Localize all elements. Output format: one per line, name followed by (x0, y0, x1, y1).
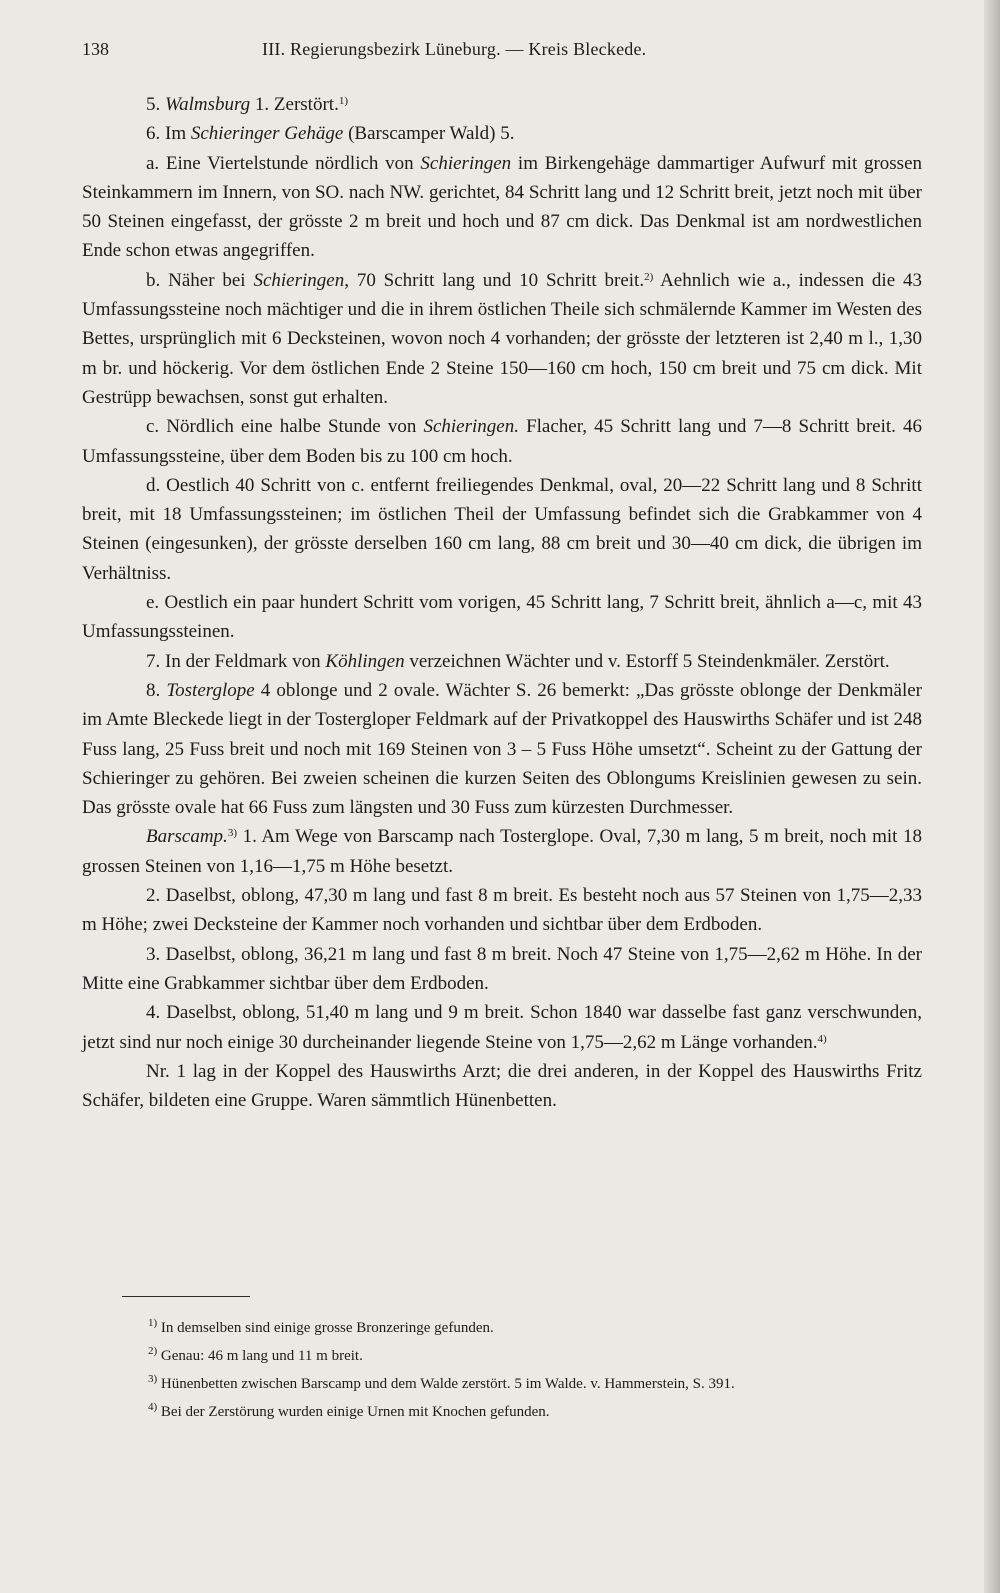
paragraph-a (82, 149, 922, 266)
place-name: Schieringen, (253, 269, 349, 291)
paragraph-barscamp-2: 2. Daselbst, oblong, 47,30 m lang und fast 8 m breit. Es besteht noch aus 57 Steinen von 1,75—2,33 m Höhe; zwei Decksteine der Kammer noch vorhanden und sichtbar über dem Erdboden. (82, 885, 922, 936)
place-name: Köhlingen (325, 650, 405, 672)
paragraph-summary: Nr. 1 lag in der Koppel des Hauswirths Arzt; die drei anderen, in der Koppel des Hauswirths Fritz Schäfer, bildeten eine Gruppe. Waren sämmtlich Hünenbetten. (82, 1060, 922, 1112)
paragraph-d: d. Oestlich 40 Schritt von c. entfernt freiliegendes Denkmal, oval, 20—22 Schritt lang und 8 Schritt breit, mit 18 Umfassungssteinen; im östlichen Theil der Umfassung befindet sich die Grabkammer von 4 Steinen (eingesunken), der grösste derselben 160 cm lang, 88 cm breit und 30—40 cm dick, die übrigen im Verhältniss. (82, 474, 922, 584)
paragraph-text: 70 Schritt lang und 10 Schritt breit. (356, 269, 645, 291)
paragraph-text: 4. Daselbst, oblong, 51,40 m lang und 9 m breit. Schon 1840 war dasselbe fast ganz verschwunden, jetzt sind nur noch einige 30 durcheinander liegende Steine von 1,75—2,62 m Länge vorhanden. (82, 1002, 922, 1053)
paragraph-barscamp-4 (82, 998, 922, 1057)
paragraph-walmsburg (82, 90, 922, 119)
running-header (82, 34, 942, 64)
place-name: Tosterglope (166, 679, 255, 701)
paragraph-text: 1. Am Wege von Barscamp nach Tosterglope. Oval, 7,30 m lang, 5 m breit, noch mit 18 grossen Steinen von 1,16—1,75 m Höhe besetzt. (82, 826, 922, 877)
paragraph-text: a. Eine Viertelstunde nördlich von (146, 152, 414, 174)
item-number: 5. (146, 94, 161, 115)
paragraph-koehlingen (82, 647, 922, 676)
place-name: Schieringen. (423, 416, 519, 438)
paragraph-schieringer (82, 119, 922, 148)
page-edge (984, 0, 1000, 1593)
footnote-text: Genau: 46 m lang und 11 m breit. (160, 1348, 363, 1364)
footnote (148, 1398, 948, 1426)
paragraph-text: 1. Zerstört. (254, 94, 339, 115)
paragraph-tosterglope (82, 676, 922, 822)
footnotes (148, 1314, 948, 1426)
footnote (148, 1314, 948, 1342)
paragraph-text: verzeichnen Wächter und v. Estorff 5 Steindenkmäler. Zerstört. (409, 650, 890, 672)
paragraph-barscamp-3: 3. Daselbst, oblong, 36,21 m lang und fast 8 m breit. Noch 47 Steine von 1,75—2,62 m Höhe. In der Mitte eine Grabkammer sichtbar über dem Erdboden. (82, 943, 922, 994)
paragraph-c (82, 412, 922, 471)
footnote (148, 1342, 948, 1370)
paragraph-text: 4 oblonge und 2 ovale. Wächter S. 26 bemerkt: „Das grösste oblonge der Denkmäler im Amte Bleckede liegt in der Tostergloper Feldmark auf der Privatkoppel des Hauswirths Schäfer und ist 248 Fuss lang, 25 Fuss breit und noch mit 169 Steinen von 3 – 5 Fuss Höhe umsetzt“. Scheint zu der Gattung der Schieringer zu gehören. Bei zweien scheinen die kurzen Seiten des Oblongums Kreislinien gewesen zu sein. Das grösste ovale hat 66 Fuss zum längsten und 30 Fuss zum kürzesten Durchmesser. (82, 679, 923, 819)
footnote-ref: 1) (338, 95, 348, 107)
main-text (82, 90, 922, 1115)
paragraph-text: Aehnlich wie a., indessen die 43 Umfassungssteine noch mächtiger und die in ihrem östlichen Theile sich schmälernde Kammer im Westen des Bettes, ursprünglich mit 6 Decksteinen, wovon noch 4 vorhanden; der grösste der letzteren ist 2,40 m l., 1,30 m br. und höckerig. Vor dem östlichen Ende 2 Steine 150—160 cm hoch, 150 cm breit und 75 cm dick. Mit Gestrüpp bewachsen, sonst gut erhalten. (82, 269, 923, 408)
paragraph-text: Flacher, 45 Schritt lang und 7—8 Schritt breit. 46 Umfassungssteine, über dem Boden bis zu 100 cm hoch. (82, 416, 922, 467)
footnote-text: In demselben sind einige grosse Bronzeringe gefunden. (160, 1320, 494, 1336)
footnote-divider (122, 1296, 250, 1297)
paragraph-barscamp-1 (82, 822, 922, 881)
paragraph-text: im Birkengehäge dammartiger Aufwurf mit grossen Steinkammern im Innern, von SO. nach NW. gerichtet, 84 Schritt lang und 12 Schritt breit, jetzt noch mit über 50 Steinen eingefasst, der grösste 2 m breit und hoch und 87 cm dick. Das Denkmal ist am nordwestlichen Ende schon etwas angegriffen. (82, 152, 923, 262)
footnote (148, 1370, 948, 1398)
place-name: Schieringer Gehäge (190, 123, 344, 145)
footnote-mark: 2) (148, 1345, 158, 1357)
paragraph-text: b. Näher bei (146, 269, 246, 291)
paragraph-text: 7. In der Feldmark von (146, 650, 321, 672)
paragraph-b (82, 266, 922, 412)
running-title: III. Regierungsbezirk Lüneburg. — Kreis Bleckede. (262, 39, 647, 59)
paragraph-e: e. Oestlich ein paar hundert Schritt vom vorigen, 45 Schritt lang, 7 Schritt breit, ähnlich a—c, mit 43 Umfassungssteinen. (82, 592, 922, 643)
footnote-mark: 1) (148, 1317, 158, 1329)
place-name: Barscamp. (146, 826, 228, 848)
place-name: Schieringen (420, 152, 512, 174)
footnote-text: Hünenbetten zwischen Barscamp und dem Walde zerstört. 5 im Walde. v. Hammerstein, S. 391. (160, 1376, 735, 1392)
footnote-ref: 2) (644, 270, 654, 283)
footnote-ref: 3) (227, 827, 237, 840)
paragraph-text: c. Nördlich eine halbe Stunde von (146, 416, 417, 438)
paragraph-text: 8. (146, 679, 161, 701)
place-name: Walmsburg (165, 94, 251, 115)
page-number: 138 (82, 39, 109, 59)
footnote-mark: 3) (148, 1373, 158, 1385)
footnote-mark: 4) (148, 1401, 158, 1413)
paragraph-text: 6. Im (146, 123, 187, 145)
paragraph-text: (Barscamper Wald) 5. (348, 123, 515, 145)
footnote-text: Bei der Zerstörung wurden einige Urnen mit Knochen gefunden. (160, 1404, 550, 1420)
footnote-ref: 4) (817, 1032, 827, 1045)
